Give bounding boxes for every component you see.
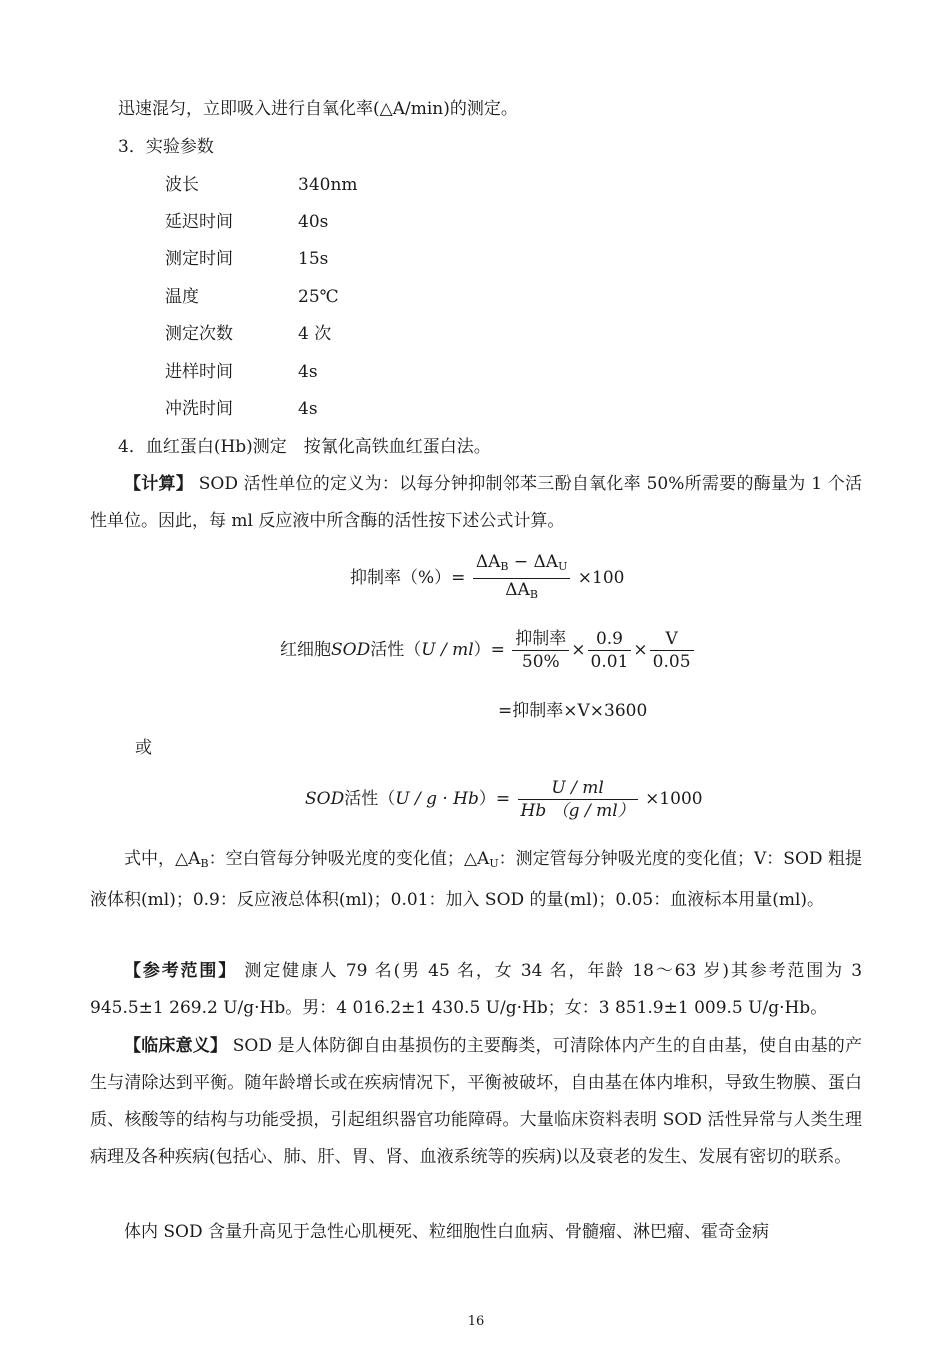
fraction-denominator: 0.01 (590, 652, 629, 672)
param-name: 冲洗时间 (165, 399, 233, 419)
param-name: 温度 (165, 287, 199, 307)
fraction-numerator: U / ml (518, 777, 638, 800)
minus-sign: − (508, 552, 534, 572)
formula-lhs-prefix: 红细胞 (280, 640, 331, 660)
formula-lhs-end: ）= (478, 789, 511, 809)
param-value: 40s (298, 212, 329, 232)
inhibition-rate-formula (350, 551, 624, 606)
fraction-numerator: V (650, 628, 694, 651)
fraction-numerator (473, 551, 571, 579)
last-paragraph: 体内 SOD 含量升高见于急性心肌梗死、粒细胞性白血病、骨髓瘤、淋巴瘤、霍奇金病 (124, 1222, 770, 1242)
fraction-denominator (518, 800, 638, 822)
param-name: 测定次数 (165, 324, 233, 344)
subscript: B (200, 857, 209, 870)
formula-unit: U / ml (421, 640, 474, 660)
formula-sod: SOD (331, 640, 371, 660)
formula-fraction (518, 777, 638, 822)
param-value: 4s (298, 399, 318, 419)
param-value: 340nm (298, 175, 358, 195)
rbc-sod-activity-formula (280, 628, 696, 673)
fraction-denominator (473, 579, 571, 606)
sod-activity-hb-formula (305, 777, 703, 822)
explanation-paragraph (90, 841, 862, 919)
formula-unit: U / g · Hb (395, 789, 479, 809)
clinical-heading: 【临床意义】 (124, 1036, 228, 1056)
formula-tail: ×1000 (645, 789, 703, 809)
reference-text: 测定健康人 79 名(男 45 名，女 34 名，年龄 18～63 岁)其参考范围为 3 945.5±1 269.2 U/g·Hb。男：4 016.2±1 430.5 U/g·Hb；女：3 851.9±1 009.5 U/g·Hb。 (90, 961, 863, 1018)
explain-text: 式中，△A (124, 849, 201, 869)
param-name: 延迟时间 (165, 212, 233, 232)
unit-term: （g / ml） (551, 801, 635, 821)
formula-fraction (650, 628, 694, 673)
formula-sod: SOD (305, 789, 345, 809)
fraction-numerator: 抑制率 (512, 628, 569, 651)
formula-result-line: =抑制率×V×3600 (498, 701, 648, 721)
param-name: 波长 (165, 175, 199, 195)
times-sign: × (571, 640, 586, 660)
subscript: U (558, 560, 568, 573)
param-name: 进样时间 (165, 362, 233, 382)
or-text: 或 (135, 738, 152, 758)
param-value: 4 次 (298, 324, 332, 344)
page-number: 16 (467, 1314, 485, 1329)
param-value: 25℃ (298, 287, 339, 307)
formula-lhs-end: ）= (473, 640, 505, 660)
intro-line: 迅速混匀，立即吸入进行自氧化率(△A/min)的测定。 (118, 99, 518, 119)
reference-range-paragraph (90, 953, 862, 1027)
subscript: B (529, 588, 538, 601)
fraction-denominator: 0.05 (652, 652, 691, 672)
delta-a: ΔA (533, 552, 559, 572)
param-value: 4s (298, 362, 318, 382)
formula-tail: ×100 (577, 568, 625, 588)
subscript: B (500, 560, 509, 573)
delta-a: ΔA (505, 580, 530, 600)
explain-text: ：空白管每分钟吸光度的变化值；△A (208, 849, 490, 869)
delta-a: ΔA (475, 552, 501, 572)
formula-lhs: 抑制率（%）= (350, 568, 466, 588)
formula-lhs-mid: 活性（ (344, 789, 396, 809)
formula-lhs-mid: 活性（ (370, 640, 422, 660)
times-sign: × (633, 640, 648, 660)
fraction-denominator: 50% (521, 652, 560, 672)
clinical-text: SOD 是人体防御自由基损伤的主要酶类，可清除体内产生的自由基，使自由基的产生与清除达到平衡。随年龄增长或在疾病情况下，平衡被破坏，自由基在体内堆积，导致生物膜、蛋白质、核酸等的结构与功能受损，引起组织器官功能障碍。大量临床资料表明 SOD 活性异常与人类生理病理及各种疾病(包括心、肺、肝、胃、肾、血液系统等的疾病)以及衰老的发生、发展有密切的联系。 (90, 1036, 863, 1167)
section-3-title: 3．实验参数 (118, 137, 214, 157)
reference-heading: 【参考范围】 (124, 961, 238, 981)
formula-fraction (588, 628, 632, 673)
param-value: 15s (298, 249, 329, 269)
param-name: 测定时间 (165, 249, 233, 269)
fraction-numerator: 0.9 (588, 628, 632, 651)
formula-fraction (473, 551, 571, 606)
calculation-text: SOD 活性单位的定义为：以每分钟抑制邻苯三酚自氧化率 50%所需要的酶量为 1 个活性单位。因此，每 ml 反应液中所含酶的活性按下述公式计算。 (90, 474, 863, 531)
formula-fraction (512, 628, 569, 673)
hb-term: Hb (520, 801, 547, 821)
explain-text: ：测定管每分钟吸光度的变化值；V：SOD 粗提液体积(ml)；0.9：反应液总体积(ml)；0.01：加入 SOD 的量(ml)；0.05：血液标本用量(ml)。 (90, 849, 862, 910)
clinical-significance-paragraph (90, 1028, 862, 1176)
section-4-title: 4．血红蛋白(Hb)测定 按氰化高铁血红蛋白法。 (118, 437, 491, 457)
subscript: U (489, 857, 499, 870)
calculation-heading: 【计算】 (124, 474, 194, 494)
calculation-paragraph (90, 466, 862, 540)
